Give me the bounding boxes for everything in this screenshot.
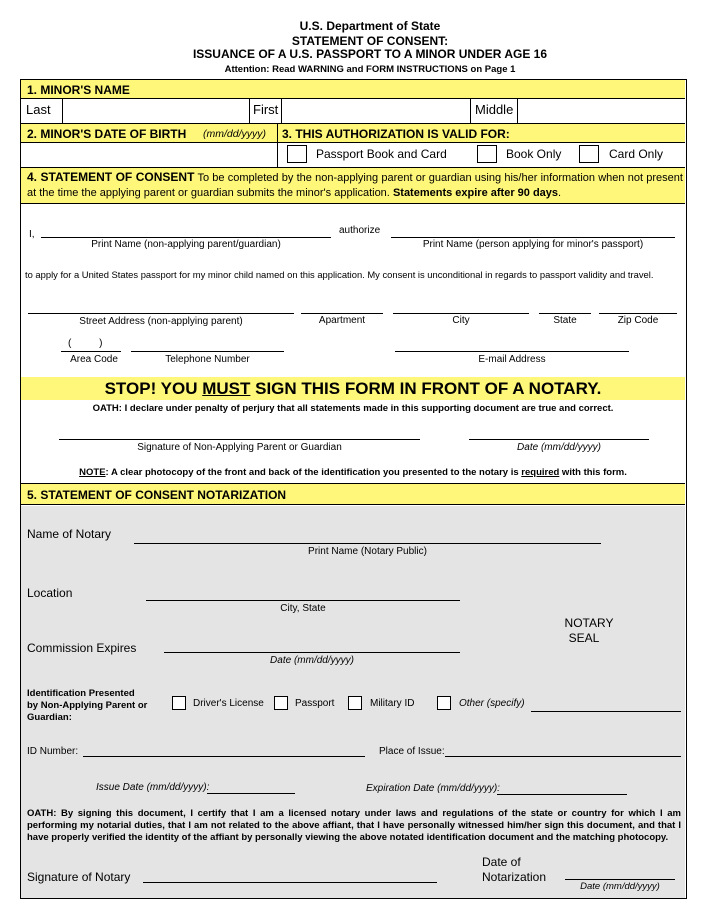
divider bbox=[249, 99, 250, 123]
section1-title: 1. MINOR'S NAME bbox=[27, 83, 130, 97]
first-name-input[interactable] bbox=[283, 100, 469, 121]
section2-title: 2. MINOR'S DATE OF BIRTH bbox=[27, 127, 187, 141]
intro-text-b: present at the time the applying parent or guardian submits the minor's application. bbox=[27, 172, 683, 199]
id-number-label: ID Number: bbox=[27, 746, 79, 757]
place-issue-label: Place of Issue: bbox=[379, 746, 445, 757]
issue-date-input[interactable] bbox=[207, 793, 295, 794]
checkbox-card-only[interactable] bbox=[579, 145, 599, 163]
last-name-input[interactable] bbox=[64, 100, 248, 121]
issue-date-label: Issue Date (mm/dd/yyyy): bbox=[96, 782, 210, 793]
divider bbox=[517, 99, 518, 123]
city-input[interactable] bbox=[393, 313, 529, 314]
consent-text: to apply for a United States passport for my minor child named on this application. My consent is unconditional in regards to passport validity and travel. bbox=[25, 269, 654, 280]
opt-other: Other (specify) bbox=[459, 698, 525, 709]
notary-oath: OATH: By signing this document, I certify that I am a licensed notary under laws and regulations of the state or country for which I am performing my notarial duties, that I am not related to the above affiant, that I have personally witnessed him/her sign this document, and that I have properly verified the identity of the affiant by personally viewing the above notated identification document and the matching photocopy. bbox=[27, 808, 681, 843]
divider bbox=[277, 124, 278, 167]
middle-name-input[interactable] bbox=[519, 100, 683, 121]
authorize-label: authorize bbox=[339, 225, 381, 236]
i-label: I, bbox=[29, 229, 35, 240]
area-code-input[interactable] bbox=[61, 351, 121, 352]
print-name-a-text: Print Name (non-applying parent/guardian) bbox=[91, 239, 281, 250]
note-b: with this form. bbox=[559, 467, 627, 478]
opt-book-only: Book Only bbox=[506, 147, 562, 161]
section1-header bbox=[21, 80, 685, 99]
location-input[interactable] bbox=[146, 600, 460, 601]
commission-input[interactable] bbox=[164, 652, 460, 653]
opt-card-only: Card Only bbox=[609, 147, 664, 161]
non-applying-name-input[interactable] bbox=[41, 237, 331, 238]
opt-passport: Passport bbox=[295, 698, 335, 709]
exp-date-input[interactable] bbox=[497, 794, 627, 795]
zip-caption: Zip Code bbox=[617, 315, 659, 326]
divider bbox=[281, 99, 282, 123]
commission-date-caption: Date (mm/dd/yyyy) bbox=[270, 655, 354, 666]
notary-label: NOTARY bbox=[564, 616, 614, 630]
city-caption: City bbox=[452, 315, 470, 326]
first-label: First bbox=[253, 102, 279, 117]
seal-label: SEAL bbox=[568, 631, 600, 645]
note-a: : A clear photocopy of the front and back of the identification you presented to the notary is bbox=[105, 467, 522, 478]
section5-header bbox=[21, 484, 685, 505]
apartment-input[interactable] bbox=[301, 313, 383, 314]
section4-title: 4. STATEMENT OF CONSENT bbox=[27, 170, 195, 184]
zip-input[interactable] bbox=[599, 313, 677, 314]
opt-book-and-card: Passport Book and Card bbox=[316, 147, 447, 161]
opt-military-id: Military ID bbox=[370, 698, 415, 709]
parent-signature-input[interactable] bbox=[59, 439, 420, 440]
checkbox-passport[interactable] bbox=[274, 696, 288, 710]
street-address-input[interactable] bbox=[28, 313, 294, 314]
section2-3-header bbox=[21, 124, 685, 143]
telephone-input[interactable] bbox=[131, 351, 284, 352]
location-label: Location bbox=[27, 586, 73, 600]
area-code-caption: Area Code bbox=[70, 354, 118, 365]
id-label-1: Identification Presented bbox=[27, 688, 135, 699]
checkbox-drivers-license[interactable] bbox=[172, 696, 186, 710]
print-notary-caption: Print Name (Notary Public) bbox=[308, 546, 427, 557]
note-text bbox=[21, 467, 685, 478]
print-name-b-caption bbox=[391, 239, 675, 250]
section4-header bbox=[21, 168, 685, 204]
divider bbox=[62, 99, 63, 123]
state-caption: State bbox=[553, 315, 577, 326]
form-title-line1: STATEMENT OF CONSENT: bbox=[291, 34, 449, 48]
section5-title: 5. STATEMENT OF CONSENT NOTARIZATION bbox=[27, 488, 287, 502]
note-label: NOTE bbox=[79, 467, 106, 478]
exp-date-label: Expiration Date (mm/dd/yyyy): bbox=[366, 783, 500, 794]
id-number-input[interactable] bbox=[83, 756, 365, 757]
notarization-label: Notarization bbox=[482, 870, 547, 884]
date-caption: Date (mm/dd/yyyy) bbox=[517, 442, 601, 453]
section3-title: 3. THIS AUTHORIZATION IS VALID FOR: bbox=[282, 127, 510, 141]
checkbox-book-and-card[interactable] bbox=[287, 145, 307, 163]
attention-note: Attention: Read WARNING and FORM INSTRUCTIONS on Page 1 bbox=[224, 64, 516, 75]
opt-drivers-license: Driver's License bbox=[193, 698, 264, 709]
id-label-3: Guardian: bbox=[27, 712, 72, 723]
street-caption: Street Address (non-applying parent) bbox=[79, 316, 243, 327]
checkbox-military-id[interactable] bbox=[348, 696, 362, 710]
id-label-2: by Non-Applying Parent or bbox=[27, 700, 148, 711]
city-state-caption: City, State bbox=[280, 603, 326, 614]
other-specify-input[interactable] bbox=[531, 711, 681, 712]
telephone-caption: Telephone Number bbox=[165, 354, 250, 365]
state-input[interactable] bbox=[539, 313, 591, 314]
commission-label: Commission Expires bbox=[27, 641, 137, 655]
note-required: required bbox=[521, 467, 560, 478]
divider bbox=[470, 99, 471, 123]
dob-input[interactable] bbox=[25, 145, 273, 165]
intro-bold: Statements expire after 90 days bbox=[392, 187, 559, 199]
apartment-caption: Apartment bbox=[318, 315, 366, 326]
last-label: Last bbox=[26, 102, 51, 117]
checkbox-other[interactable] bbox=[437, 696, 451, 710]
oath-text: OATH: I declare under penalty of perjury that all statements made in this supporting document are true and correct. bbox=[92, 403, 614, 414]
id-presented-label bbox=[27, 688, 147, 724]
notarization-date-caption: Date (mm/dd/yyyy) bbox=[580, 881, 660, 892]
sig-notary-label: Signature of Notary bbox=[27, 870, 131, 884]
stop-text: STOP! YOU MUST SIGN THIS FORM IN FRONT OF A NOTARY. bbox=[104, 379, 602, 398]
notary-name-input[interactable] bbox=[134, 543, 601, 544]
email-input[interactable] bbox=[395, 351, 629, 352]
department-name: U.S. Department of State bbox=[299, 19, 441, 33]
stop-banner bbox=[21, 377, 685, 400]
notarization-date-input[interactable] bbox=[565, 879, 675, 880]
form-title-line2: ISSUANCE OF A U.S. PASSPORT TO A MINOR UNDER AGE 16 bbox=[192, 47, 548, 61]
applying-name-input[interactable] bbox=[391, 237, 675, 238]
form-frame bbox=[20, 79, 687, 899]
section4-intro: 4. STATEMENT OF CONSENT To be completed by the non-applying parent or guardian using his/her information when not present at the time the applying parent or guardian submits the minor's application. Statements expire after 90 days. bbox=[27, 170, 683, 199]
print-name-a-caption bbox=[41, 239, 331, 250]
place-issue-input[interactable] bbox=[445, 756, 681, 757]
parent-date-input[interactable] bbox=[469, 439, 649, 440]
middle-label: Middle bbox=[475, 102, 514, 117]
notary-signature-input[interactable] bbox=[143, 882, 437, 883]
checkbox-book-only[interactable] bbox=[477, 145, 497, 163]
name-notary-label: Name of Notary bbox=[27, 527, 112, 541]
dob-format: (mm/dd/yyyy) bbox=[203, 128, 266, 140]
area-code-paren: ( ) bbox=[68, 338, 103, 349]
intro-text-a: To be completed by the non-applying parent or guardian using his/her information when not bbox=[197, 172, 644, 184]
print-name-b-text: Print Name (person applying for minor's passport) bbox=[422, 239, 644, 250]
email-caption: E-mail Address bbox=[478, 354, 546, 365]
signature-caption: Signature of Non-Applying Parent or Guardian bbox=[137, 442, 342, 453]
date-of-label: Date of bbox=[482, 855, 521, 869]
